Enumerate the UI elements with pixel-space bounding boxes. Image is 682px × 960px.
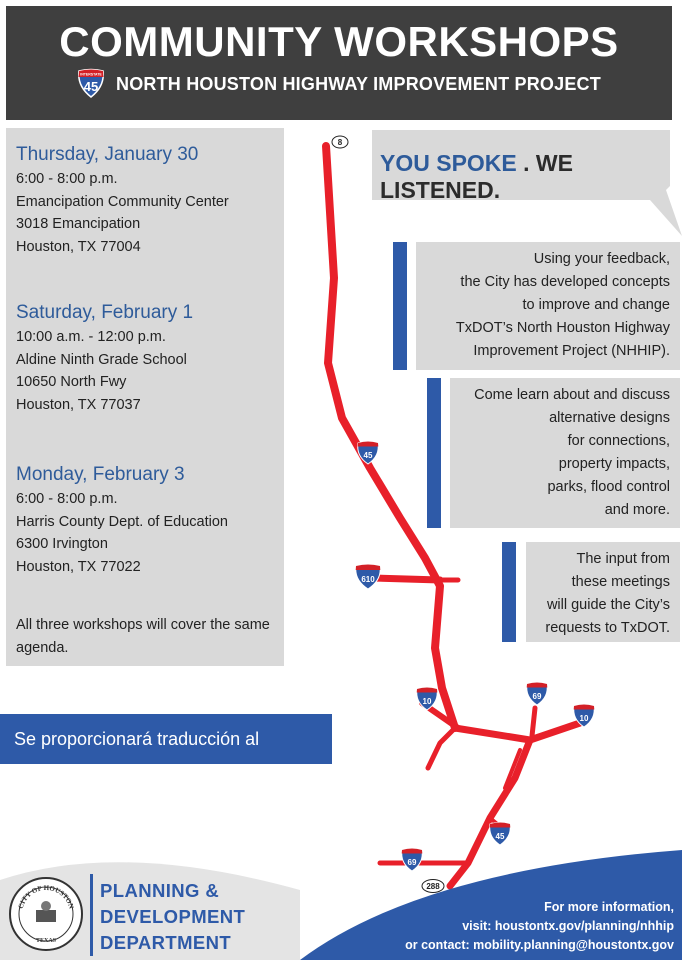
event-date: Saturday, February 1 [16,302,194,323]
feedback-box [416,242,680,370]
event-city: Houston, TX 77022 [16,558,141,575]
department-line: DEPARTMENT [100,932,232,953]
event-address: 3018 Emancipation [16,216,141,232]
shield-number: 45 [83,79,99,94]
hw45-north-label: 45 [363,451,373,460]
hw8-label: 8 [337,138,343,147]
event-time: 6:00 - 8:00 p.m. [16,491,118,507]
hw69-north-label: 69 [532,692,542,701]
box2-accent-bar [427,378,441,528]
shield-word: INTERSTATE [80,72,102,77]
info-website[interactable]: visit: houstontx.gov/planning/nhhip [462,919,674,933]
seal-text: CITY OF HOUSTON [16,883,76,910]
event-address: 6300 Irvington [16,536,108,552]
page-subtitle: NORTH HOUSTON HIGHWAY IMPROVEMENT PROJECT [116,74,601,94]
hw610-label: 610 [361,575,375,584]
box-line: Using your feedback, [533,251,670,267]
hw10-west-label: 10 [422,697,432,706]
box-line: property impacts, [558,456,670,472]
event-venue: Aldine Ninth Grade School [16,351,187,368]
input-text [545,548,670,640]
hw69-south-label: 69 [407,858,417,867]
learn-box [450,378,680,528]
department-line: PLANNING & [100,880,220,901]
event-venue: Emancipation Community Center [16,193,229,210]
workshop-schedule-panel [6,128,284,666]
event-time: 6:00 - 8:00 p.m. [16,171,118,187]
headline-part-2: . WE LISTENED. [380,150,573,203]
hw45-south-shield-icon [490,823,511,846]
input-box [526,542,680,642]
interstate-shield-icon [76,68,106,98]
box-line: for connections, [567,433,670,449]
hw10-west-shield-icon [417,688,438,711]
hw610-shield-icon [356,565,381,590]
box-line: these meetings [571,574,670,590]
event-address: 10650 North Fwy [16,374,127,390]
event-date: Monday, February 3 [16,464,185,485]
box-line: and more. [604,502,670,518]
info-line: For more information, [544,900,674,914]
event-3 [16,462,228,578]
hw45-south-label: 45 [495,832,505,841]
you-spoke-headline [380,150,682,204]
box-line: the City has developed concepts [460,274,670,290]
box-line: alternative designs [549,410,670,426]
event-city: Houston, TX 77004 [16,238,141,255]
department-line: DEVELOPMENT [100,906,246,927]
box1-accent-bar [393,242,407,370]
box-line: requests to TxDOT. [545,620,670,636]
event-city: Houston, TX 77037 [16,396,141,413]
box-line: TxDOT’s North Houston Highway [455,320,670,336]
more-info [405,898,674,955]
header-banner [6,6,672,120]
event-date: Thursday, January 30 [16,144,199,165]
department-name [100,878,245,956]
hw8-marker-icon [332,136,348,148]
box-line: will guide the City’s [546,597,670,613]
department-divider [90,874,93,956]
box-line: The input from [576,551,670,567]
city-seal-icon [8,876,84,952]
event-time: 10:00 a.m. - 12:00 p.m. [16,329,166,345]
seal-state: TEXAS [35,938,57,944]
learn-text [474,384,670,522]
info-email[interactable]: or contact: mobility.planning@houstontx.gov [405,938,674,952]
box-line: to improve and change [522,297,670,313]
box-line: parks, flood control [547,479,670,495]
hw288-label: 288 [426,882,440,891]
hw69-north-shield-icon [527,683,548,706]
box-line: Improvement Project (NHHIP). [473,343,670,359]
hw45-north-shield-icon [358,442,379,465]
box-line: Come learn about and discuss [474,387,670,403]
spanish-translation-banner: Se proporcionará traducción al español. [0,714,332,764]
page-title: COMMUNITY WORKSHOPS [59,18,619,65]
agenda-note: All three workshops will cover the same agenda. [16,617,270,656]
event-2 [16,300,193,416]
hw10-east-label: 10 [579,714,589,723]
event-1 [16,142,229,258]
box3-accent-bar [502,542,516,642]
feedback-text [456,248,670,363]
event-venue: Harris County Dept. of Education [16,513,228,530]
headline-part-1: YOU SPOKE [380,150,517,176]
